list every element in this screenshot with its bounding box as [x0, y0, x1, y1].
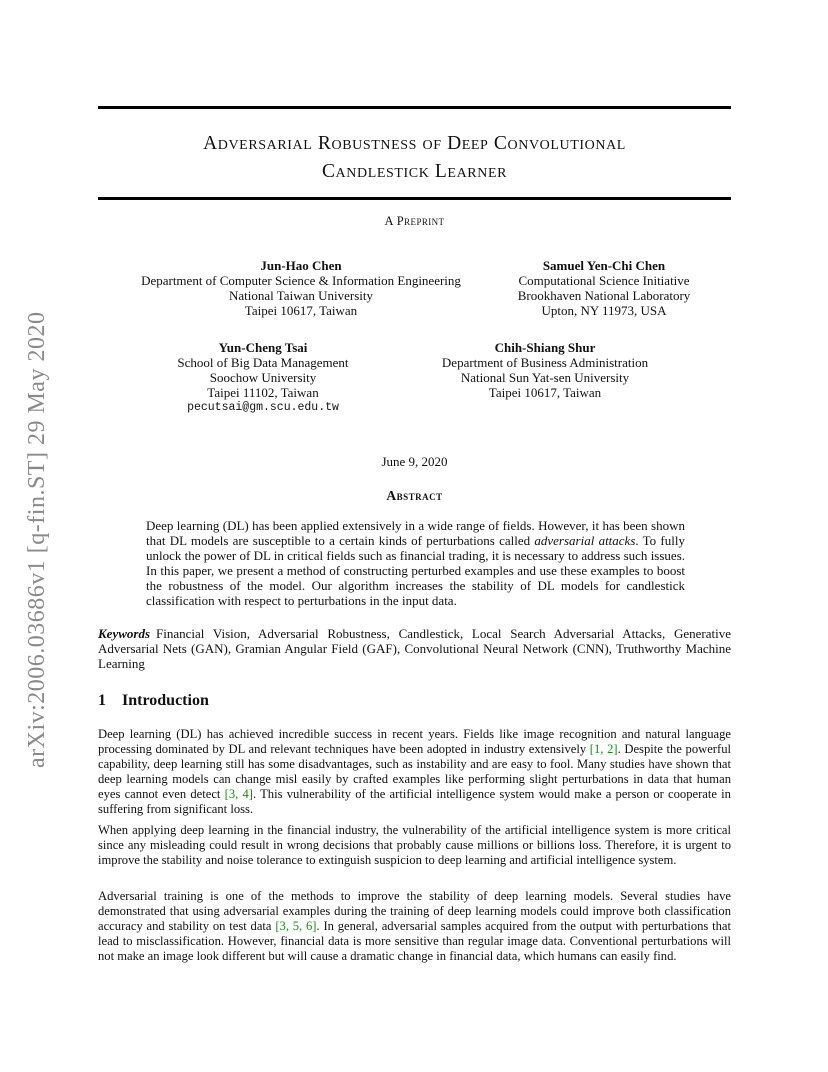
author-affiliation-line: National Taiwan University — [229, 288, 373, 303]
author-affiliation-line: Taipei 10617, Taiwan — [488, 385, 602, 400]
citation-link[interactable]: [3, 5, 6] — [275, 919, 317, 933]
author-block-4 — [420, 340, 670, 400]
author-affiliation-line: Taipei 11102, Taiwan — [207, 385, 319, 400]
citation-link[interactable]: [1, 2] — [589, 742, 618, 756]
author-block-3 — [160, 340, 366, 415]
author-affiliation-line: Brookhaven National Laboratory — [517, 288, 691, 303]
abstract-text-part: Deep learning (DL) has been applied extensively in a wide range of fields. However, it has been shown that DL models are susceptible to a certain kinds of perturbations called — [146, 518, 685, 548]
author-name: Samuel Yen-Chi Chen — [542, 258, 666, 273]
intro-paragraph-2: When applying deep learning in the financial industry, the vulnerability of the artificial intelligence system is more critical since any misleading could result in wrong decisions that probably cause millions or billions loss. Therefore, it is urgent to improve the stability and noise tolerance to extinguish suspicion to deep learning and artificial intelligence system. — [98, 823, 731, 867]
citation-link[interactable]: [3, 4] — [224, 787, 253, 801]
author-name: Yun-Cheng Tsai — [218, 340, 308, 355]
author-affiliation-line: School of Big Data Management — [177, 355, 349, 370]
abstract-text — [146, 518, 685, 608]
author-name: Chih-Shiang Shur — [494, 340, 596, 355]
author-block-1 — [130, 258, 472, 318]
section-heading — [98, 692, 731, 710]
intro-paragraph-3 — [98, 889, 731, 964]
intro-paragraph-1 — [98, 727, 731, 817]
arxiv-stamp-text: arXiv:2006.03686v1 [q-fin.ST] 29 May 2020 — [24, 311, 50, 768]
paper-title-line-2: Candlestick Learner — [321, 161, 508, 182]
paragraph-text: . Despite the powerful capability, deep learning still has some disadvantages, such as instability and are easy to fool. Many studies have shown that deep learning models can change misl easily by crafted examples like performing slight perturbations in data that human eyes cannot even detect — [98, 742, 731, 801]
paragraph-text: Adversarial training is one of the methods to improve the stability of deep learning models. Several studies have demonstrated that using adversarial examples during the training of deep learning models could improve both classification accuracy and stability on test data — [98, 889, 731, 933]
paragraph-text: . This vulnerability of the artificial intelligence system would make a person or cooperate in suffering from significant loss. — [98, 787, 731, 816]
author-affiliation-line: Soochow University — [209, 370, 317, 385]
keywords-label: Keywords — [98, 626, 150, 641]
author-affiliation-line: Department of Computer Science & Information Engineering — [141, 273, 461, 288]
paper-date: June 9, 2020 — [381, 454, 448, 469]
paper-title — [98, 130, 731, 186]
abstract-emphasis: adversarial attacks — [534, 533, 636, 548]
title-bottom-rule — [98, 197, 731, 200]
paragraph-text: . In general, adversarial samples acquired from the output with perturbations that lead to misclassification. However, financial data is more sensitive than regular image data. Conventional perturbations will not make an image look different but will cause a dramatic change in financial data, which humans can easily find. — [98, 919, 732, 963]
author-affiliation-line: Computational Science Initiative — [518, 273, 690, 288]
keywords-block — [98, 626, 731, 671]
keywords-text: Financial Vision, Adversarial Robustness, Candlestick, Local Search Adversarial Attacks, Generative Adversarial Nets (GAN), Gramian Angular Field (GAF), Convolutional Neural Network (CNN), Truthworthy Machine Learning — [98, 626, 731, 671]
author-name: Jun-Hao Chen — [260, 258, 342, 273]
author-affiliation-line: Department of Business Administration — [441, 355, 649, 370]
author-affiliation-line: Upton, NY 11973, USA — [541, 303, 667, 318]
abstract-text-part: . To fully unlock the power of DL in critical fields such as financial trading, it is necessary to address such issues. In this paper, we present a method of constructing perturbed examples and use these examples to boost the robustness of the model. Our algorithm increases the stability of DL models for candlestick classification with respect to perturbations in the input data. — [146, 533, 685, 608]
author-affiliation-line: National Sun Yat-sen University — [460, 370, 630, 385]
abstract-heading: Abstract — [386, 488, 443, 503]
author-affiliation-line: Taipei 10617, Taiwan — [244, 303, 358, 318]
author-block-2 — [494, 258, 714, 318]
preprint-label: A Preprint — [384, 214, 445, 228]
paragraph-text: Deep learning (DL) has achieved incredible success in recent years. Fields like image recognition and natural language processing dominated by DL and relevant techniques have been adopted in industry extensively — [98, 727, 731, 756]
section-title: Introduction — [122, 692, 209, 709]
paper-title-line-1: Adversarial Robustness of Deep Convolutional — [203, 133, 626, 154]
author-email[interactable]: pecutsai@gm.scu.edu.tw — [187, 401, 339, 414]
title-top-rule — [98, 106, 731, 109]
section-number: 1 — [98, 692, 106, 709]
